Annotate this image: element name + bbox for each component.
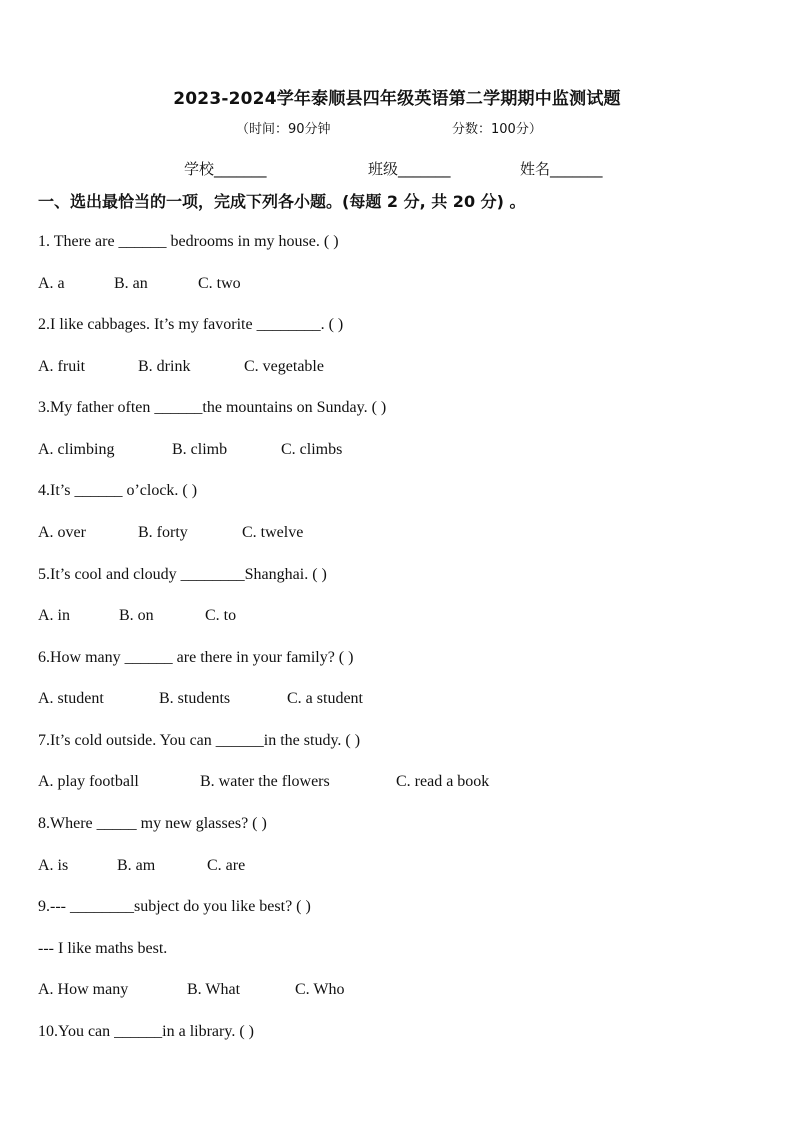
option-c: C. a student — [287, 690, 363, 707]
option-b: B. students — [159, 690, 231, 707]
exam-score: 分数：100分） — [452, 122, 542, 137]
option-c: C. climbs — [281, 441, 343, 458]
option-b: B. an — [114, 275, 148, 292]
question-stem: 6.How many ______ are there in your family? ( ) — [38, 649, 354, 666]
name-field: 姓名_______ — [520, 160, 603, 178]
option-b: B. on — [119, 607, 154, 624]
option-a: A. play football — [38, 773, 139, 790]
question-stem: 9.--- ________subject do you like best? ( ) — [38, 898, 311, 915]
question-stem: 3.My father often ______the mountains on Sunday. ( ) — [38, 399, 387, 416]
option-c: C. vegetable — [244, 358, 324, 375]
option-a: A. a — [38, 275, 65, 292]
option-b: B. forty — [138, 524, 188, 541]
option-c: C. are — [207, 857, 246, 874]
question-stem: 7.It’s cold outside. You can ______in the study. ( ) — [38, 732, 361, 749]
option-a: A. student — [38, 690, 104, 707]
question-stem: 1. There are ______ bedrooms in my house. ( ) — [38, 233, 339, 250]
question-stem: 8.Where _____ my new glasses? ( ) — [38, 815, 267, 832]
option-c: C. read a book — [396, 773, 490, 790]
option-a: A. fruit — [38, 358, 86, 375]
option-a: A. is — [38, 857, 69, 874]
dialogue-answer: --- I like maths best. — [38, 940, 168, 957]
page-title: 2023-2024学年泰顺县四年级英语第二学期期中监测试题 — [173, 89, 621, 109]
question-stem: 2.I like cabbages. It’s my favorite ________. ( ) — [38, 316, 344, 333]
exam-time: （时间：90分钟 — [236, 122, 331, 137]
option-b: B. drink — [138, 358, 191, 375]
option-b: B. What — [187, 981, 241, 998]
option-c: C. Who — [295, 981, 345, 998]
class-field: 班级_______ — [368, 160, 451, 178]
question-stem: 4.It’s ______ o’clock. ( ) — [38, 482, 198, 499]
option-b: B. am — [117, 857, 156, 874]
option-c: C. twelve — [242, 524, 304, 541]
option-a: A. in — [38, 607, 70, 624]
option-c: C. two — [198, 275, 241, 292]
school-field: 学校_______ — [184, 160, 267, 178]
option-a: A. over — [38, 524, 86, 541]
option-a: A. How many — [38, 981, 129, 998]
question-stem: 10.You can ______in a library. ( ) — [38, 1023, 254, 1040]
option-b: B. water the flowers — [200, 773, 330, 790]
section-heading: 一、选出最恰当的一项，完成下列各小题。(每题 2 分, 共 20 分) 。 — [38, 192, 526, 211]
question-stem: 5.It’s cool and cloudy ________Shanghai. ( ) — [38, 566, 327, 583]
option-c: C. to — [205, 607, 237, 624]
option-b: B. climb — [172, 441, 228, 458]
option-a: A. climbing — [38, 441, 115, 458]
